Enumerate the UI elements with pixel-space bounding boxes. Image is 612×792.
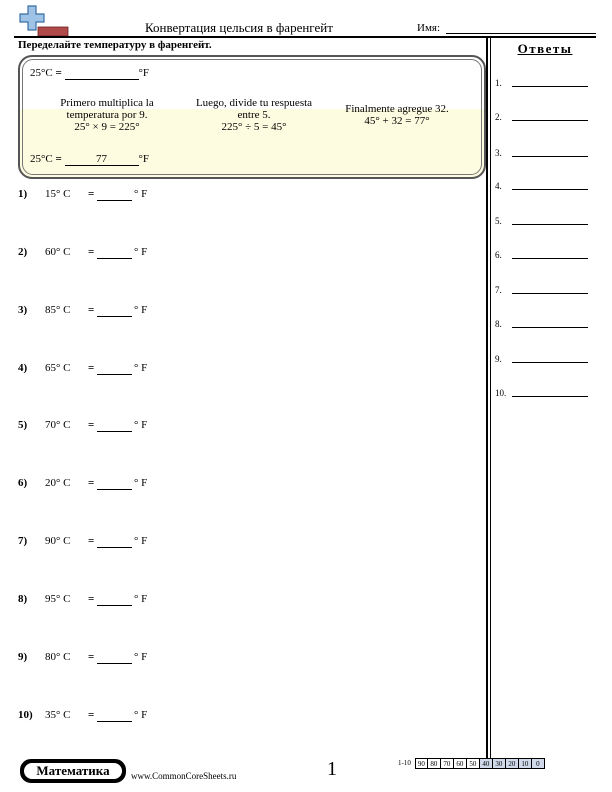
answer-number: 7.: [495, 285, 502, 295]
answer-blank[interactable]: [512, 258, 588, 259]
example-step-3: Finalmente agregue 32. 45° + 32 = 77°: [345, 103, 449, 127]
answer-number: 10.: [495, 388, 507, 398]
answer-row-8: [495, 319, 595, 333]
problem-unit: ° F: [134, 651, 148, 663]
answer-blank[interactable]: [512, 362, 588, 363]
score-cell: 20: [506, 758, 519, 769]
score-table: [396, 758, 545, 769]
answer-number: 5.: [495, 216, 502, 226]
problem-equals: =: [88, 362, 95, 374]
problem-equals: =: [88, 477, 95, 489]
answer-row-6: [495, 250, 595, 264]
score-cell: 60: [454, 758, 467, 769]
problem-answer-blank[interactable]: [97, 721, 132, 722]
problem-number: 8): [18, 593, 28, 605]
example-box: [18, 55, 486, 179]
problem-celsius: 20° C: [45, 477, 71, 489]
score-cell: 80: [428, 758, 441, 769]
answer-blank[interactable]: [512, 327, 588, 328]
problem-equals: =: [88, 593, 95, 605]
problem-number: 7): [18, 535, 28, 547]
answer-blank[interactable]: [512, 156, 588, 157]
problem-answer-blank[interactable]: [97, 663, 132, 664]
problem-celsius: 80° C: [45, 651, 71, 663]
problem-unit: ° F: [134, 477, 148, 489]
problem-9: [18, 651, 178, 667]
instructions: Переделайте температуру в фаренгейт.: [18, 39, 212, 51]
problem-unit: ° F: [134, 188, 148, 200]
problem-equals: =: [88, 651, 95, 663]
problem-8: [18, 593, 178, 609]
answer-blank[interactable]: [512, 120, 588, 121]
answer-row-10: [495, 388, 595, 402]
column-divider: [486, 37, 488, 765]
answer-row-2: [495, 112, 595, 126]
problem-number: 3): [18, 304, 28, 316]
problem-equals: =: [88, 535, 95, 547]
answer-number: 4.: [495, 181, 502, 191]
problem-answer-blank[interactable]: [97, 258, 132, 259]
problem-unit: ° F: [134, 362, 148, 374]
score-cell: 50: [467, 758, 480, 769]
problem-number: 2): [18, 246, 28, 258]
example-blank: [65, 67, 139, 80]
page-number: 1: [327, 758, 337, 780]
problem-unit: ° F: [134, 535, 148, 547]
problem-celsius: 65° C: [45, 362, 71, 374]
problem-celsius: 35° C: [45, 709, 71, 721]
problem-equals: =: [88, 709, 95, 721]
problem-unit: ° F: [134, 419, 148, 431]
answer-number: 6.: [495, 250, 502, 260]
problem-number: 5): [18, 419, 28, 431]
logo-plus-icon: [16, 5, 72, 39]
answer-number: 3.: [495, 148, 502, 158]
answer-number: 2.: [495, 112, 502, 122]
answer-blank[interactable]: [512, 224, 588, 225]
example-question: [30, 67, 149, 80]
score-label: 1-10: [398, 759, 411, 767]
example-solution: 25°C = 77 °F: [30, 153, 150, 165]
answer-blank[interactable]: [512, 86, 588, 87]
example-answer: 77: [65, 153, 139, 166]
page-title: Конвертация цельсия в фаренгейт: [145, 20, 333, 35]
example-equals: =: [55, 67, 62, 79]
example-unit: °F: [138, 67, 150, 79]
example-celsius: 25°C: [30, 67, 53, 79]
answers-title: Ответы: [517, 41, 573, 56]
problem-unit: ° F: [134, 593, 148, 605]
problem-equals: =: [88, 188, 95, 200]
problem-6: [18, 477, 178, 493]
score-cell: 70: [441, 758, 454, 769]
name-field[interactable]: [446, 33, 596, 34]
problem-equals: =: [88, 304, 95, 316]
score-cell: 90: [415, 758, 428, 769]
answer-row-4: [495, 181, 595, 195]
problem-2: [18, 246, 178, 262]
problem-answer-blank[interactable]: [97, 605, 132, 606]
problem-celsius: 15° C: [45, 188, 71, 200]
answer-row-3: [495, 148, 595, 162]
problem-answer-blank[interactable]: [97, 374, 132, 375]
problem-equals: =: [88, 246, 95, 258]
answer-blank[interactable]: [512, 293, 588, 294]
problem-celsius: 70° C: [45, 419, 71, 431]
problem-answer-blank[interactable]: [97, 200, 132, 201]
problem-celsius: 85° C: [45, 304, 71, 316]
answer-row-9: [495, 354, 595, 368]
answer-row-1: [495, 78, 595, 92]
problem-unit: ° F: [134, 304, 148, 316]
problem-celsius: 95° C: [45, 593, 71, 605]
site-url: www.CommonCoreSheets.ru: [131, 771, 237, 781]
problem-unit: ° F: [134, 709, 148, 721]
answer-number: 8.: [495, 319, 502, 329]
problem-number: 9): [18, 651, 28, 663]
problem-unit: ° F: [134, 246, 148, 258]
problem-7: [18, 535, 178, 551]
problem-4: [18, 362, 178, 378]
answer-blank[interactable]: [512, 189, 588, 190]
answer-number: 1.: [495, 78, 502, 88]
score-cell: 40: [480, 758, 493, 769]
problem-number: 1): [18, 188, 28, 200]
column-divider-inner: [490, 37, 491, 765]
problem-1: [18, 188, 178, 204]
problem-celsius: 60° C: [45, 246, 71, 258]
problem-number: 6): [18, 477, 28, 489]
subject-badge: Математика: [20, 759, 126, 783]
problem-5: [18, 419, 178, 435]
problem-answer-blank[interactable]: [97, 547, 132, 548]
problem-number: 4): [18, 362, 28, 374]
problem-answer-blank[interactable]: [97, 316, 132, 317]
score-cell: 0: [532, 758, 545, 769]
problem-celsius: 90° C: [45, 535, 71, 547]
problem-equals: =: [88, 419, 95, 431]
score-cell: 30: [493, 758, 506, 769]
example-step-2: Luego, divide tu respuesta entre 5. 225° ÷ 5 = 45°: [195, 97, 313, 133]
header-rule: [14, 36, 596, 38]
answer-blank[interactable]: [512, 396, 588, 397]
name-label: Имя:: [417, 22, 441, 34]
problem-answer-blank[interactable]: [97, 431, 132, 432]
problem-3: [18, 304, 178, 320]
problem-number: 10): [18, 709, 33, 721]
problem-answer-blank[interactable]: [97, 489, 132, 490]
score-cell: 10: [519, 758, 532, 769]
answer-row-7: [495, 285, 595, 299]
answer-row-5: [495, 216, 595, 230]
problem-10: [18, 709, 178, 725]
answer-number: 9.: [495, 354, 502, 364]
example-step-1: Primero multiplica la temperatura por 9. 25° × 9 = 225°: [60, 97, 154, 133]
